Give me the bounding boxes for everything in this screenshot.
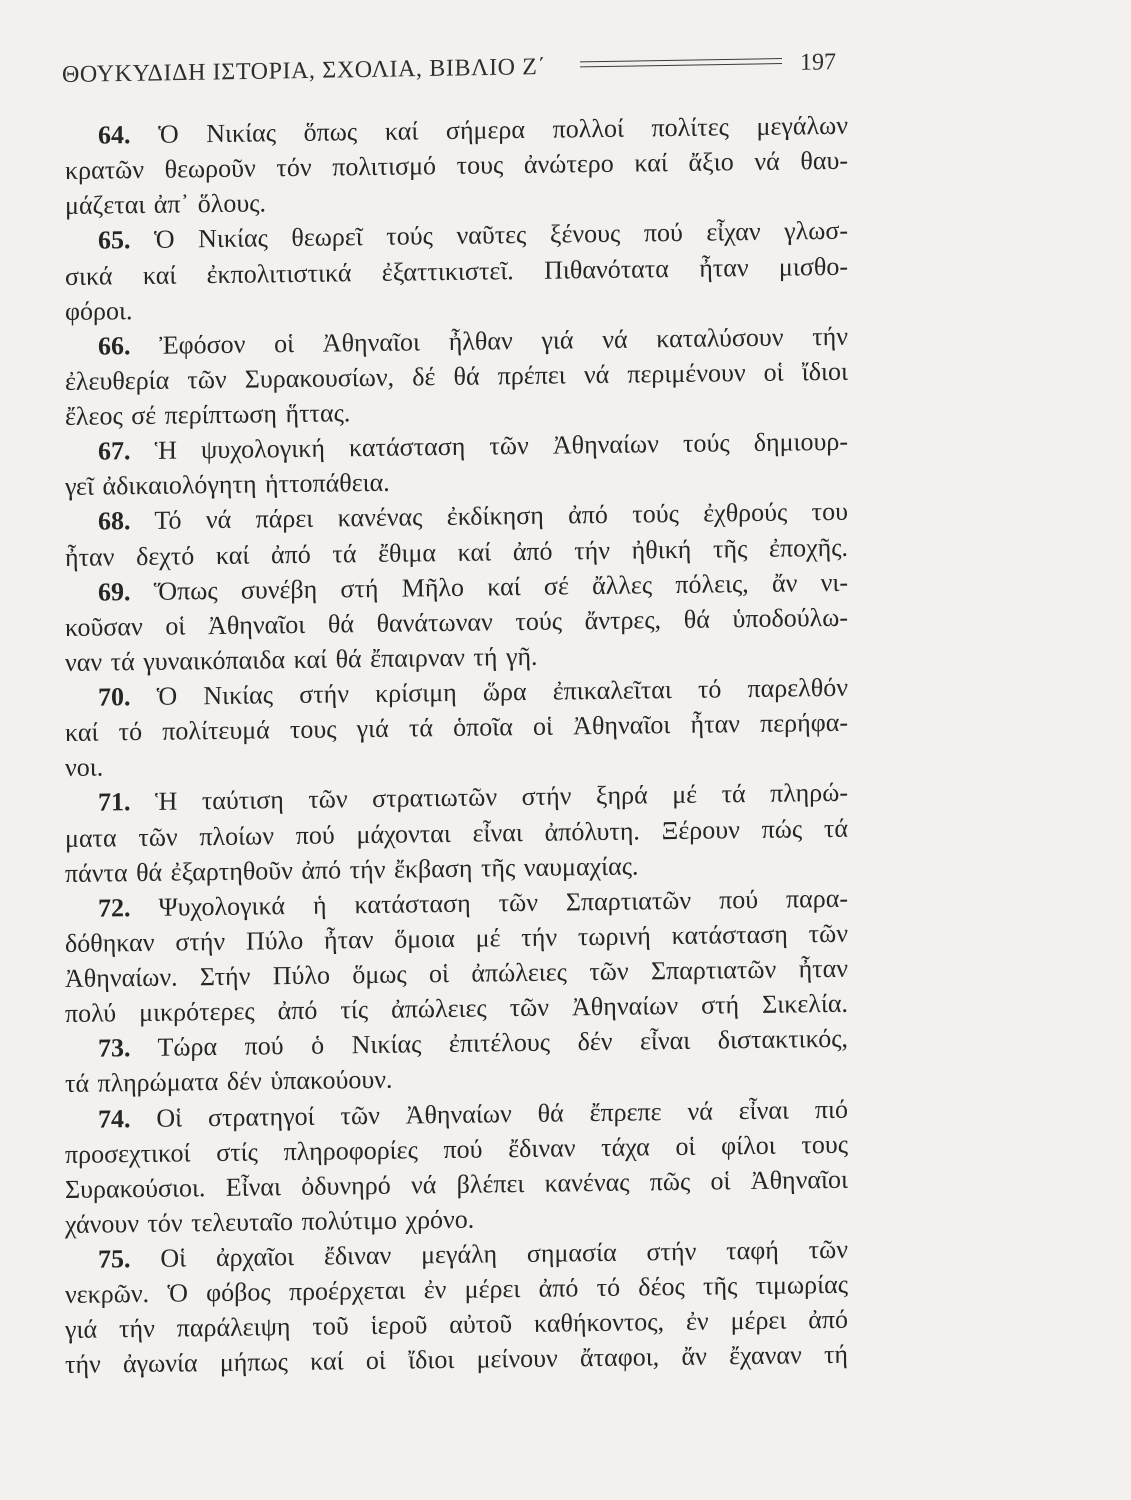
note-line: τά πληρώματα δέν ὑπακούουν.	[65, 1065, 393, 1099]
note-item	[65, 1232, 848, 1383]
note-line-text: Τώρα πού ὁ Νικίας ἐπιτέλους δέν εἶναι διστακτικός,	[157, 1023, 848, 1063]
note-item	[65, 775, 848, 891]
note-line-text: Ἐφόσον οἱ Ἀθηναῖοι ἦλθαν γιά νά καταλύσουν τήν	[159, 321, 848, 360]
note-line: χάνουν τόν τελευταῖο πολύτιμο χρόνο.	[65, 1204, 475, 1239]
note-line: ματα τῶν πλοίων πού μάχονται εἶναι ἀπόλυτη. Ξέρουν πώς τά	[65, 813, 848, 853]
note-line: προσεχτικοί στίς πληροφορίες πού ἔδιναν τάχα οἱ φίλοι τους	[65, 1129, 848, 1169]
note-line: καί τό πολίτευμά τους γιά τά ὁποῖα οἱ Ἀθηναῖοι ἦταν περήφα-	[65, 707, 848, 748]
notes-body	[65, 108, 848, 1383]
note-line-text: Ὅπως συνέβη στή Μῆλο καί σέ ἄλλες πόλεις, ἄν νι-	[153, 567, 848, 606]
note-number: 70.	[98, 682, 131, 712]
note-line-text: Ἡ ταύτιση τῶν στρατιωτῶν στήν ξηρά μέ τά πληρώ-	[155, 778, 849, 817]
note-item	[65, 1021, 848, 1102]
note-number: 74.	[98, 1103, 131, 1134]
note-line: μάζεται ἀπ᾿ ὅλους.	[65, 188, 266, 221]
note-number: 65.	[98, 225, 131, 255]
note-number: 64.	[98, 120, 131, 150]
note-line: κοῦσαν οἱ Ἀθηναῖοι θά θανάτωναν τούς ἄντρες, θά ὑποδούλω-	[65, 602, 848, 642]
note-line: ἦταν δεχτό καί ἀπό τά ἔθιμα καί ἀπό τήν ἠθική τῆς ἐποχῆς.	[65, 532, 848, 572]
page-number: 197	[800, 49, 836, 76]
note-line-text: Ὁ Νικίας στήν κρίσιμη ὥρα ἐπικαλεῖται τό παρελθόν	[156, 672, 848, 711]
note-line: πάντα θά ἐξαρτηθοῦν ἀπό τήν ἔκβαση τῆς ναυμαχίας.	[65, 851, 639, 888]
note-line: νεκρῶν. Ὁ φόβος προέρχεται ἐν μέρει ἀπό τό δέος τῆς τιμωρίας	[65, 1269, 848, 1310]
note-item	[65, 670, 848, 786]
note-line: Ἀθηναίων. Στήν Πύλο ὅμως οἱ ἀπώλειες τῶν Σπαρτιατῶν ἦταν	[65, 953, 848, 993]
note-number: 72.	[98, 892, 131, 923]
note-line: κρατῶν θεωροῦν τόν πολιτισμό τους ἀνώτερο καί ἄξιο νά θαυ-	[65, 145, 848, 186]
note-line-text: Ὁ Νικίας θεωρεῖ τούς ναῦτες ξένους πού εἶχαν γλωσ-	[154, 216, 849, 255]
header-title: ΘΟΥΚΥΔΙΔΗ ΙΣΤΟΡΙΑ, ΣΧΟΛΙΑ, ΒΙΒΛΙΟ Ζ΄	[62, 53, 547, 88]
note-number: 67.	[98, 436, 131, 466]
note-number: 75.	[98, 1244, 131, 1274]
note-line: ναν τά γυναικόπαιδα καί θά ἔπαιρναν τή γῆ.	[65, 641, 538, 677]
note-line-text: Οἱ στρατηγοί τῶν Ἀθηναίων θά ἔπρεπε νά εἶναι πιό	[156, 1094, 849, 1133]
note-line: δόθηκαν στήν Πύλο ἦταν ὅμοια μέ τήν τωρινή κατάσταση τῶν	[65, 918, 848, 958]
note-line-text: Ἡ ψυχολογική κατάσταση τῶν Ἀθηναίων τούς δημιουρ-	[154, 426, 849, 465]
note-number: 71.	[98, 787, 131, 817]
note-number: 73.	[98, 1033, 131, 1063]
note-item	[65, 1091, 848, 1242]
note-line: ἐλευθερία τῶν Συρακουσίων, δέ θά πρέπει νά περιμένουν οἱ ἴδιοι	[65, 356, 848, 396]
note-line: πολύ μικρότερες ἀπό τίς ἀπώλειες τῶν Ἀθηναίων στή Σικελία.	[65, 988, 848, 1029]
note-item	[65, 213, 848, 329]
note-line: ἔλεος σέ περίπτωση ἥττας.	[65, 398, 351, 431]
note-line: σικά καί ἐκπολιτιστικά ἐξαττικιστεῖ. Πιθανότατα ἦταν μισθο-	[65, 251, 848, 291]
note-number: 66.	[98, 330, 131, 361]
note-line-text: Τό νά πάρει κανένας ἐκδίκηση ἀπό τούς ἐχθρούς του	[154, 497, 849, 536]
note-line-text: Οἱ ἀρχαῖοι ἔδιναν μεγάλη σημασία στήν ταφή τῶν	[160, 1234, 848, 1273]
note-item	[65, 318, 848, 434]
note-number: 68.	[98, 506, 131, 536]
note-number: 69.	[98, 576, 131, 607]
note-line-text: Ὁ Νικίας ὅπως καί σήμερα πολλοί πολίτες μεγάλων	[158, 110, 848, 149]
note-line: φόροι.	[65, 295, 133, 326]
running-header	[62, 47, 852, 90]
note-line: τήν ἀγωνία μήπως καί οἱ ἴδιοι μείνουν ἄταφοι, ἄν ἔχαναν τή	[65, 1340, 848, 1380]
note-line: γεῖ ἀδικαιολόγητη ἡττοπάθεια.	[65, 467, 390, 502]
note-item	[65, 564, 848, 680]
note-item	[65, 424, 848, 505]
header-rule	[580, 58, 782, 67]
note-line-text: Ψυχολογικά ἡ κατάσταση τῶν Σπαρτιατῶν πού παρα-	[158, 883, 849, 922]
note-line: γιά τήν παράλειψη τοῦ ἱεροῦ αὐτοῦ καθήκοντος, ἐν μέρει ἀπό	[65, 1305, 848, 1345]
note-item	[65, 108, 848, 224]
note-item	[65, 494, 848, 575]
note-item	[65, 880, 848, 1031]
note-line: νοι.	[65, 752, 104, 783]
note-line: Συρακούσιοι. Εἶναι ὀδυνηρό νά βλέπει κανένας πῶς οἱ Ἀθηναῖοι	[65, 1164, 848, 1204]
